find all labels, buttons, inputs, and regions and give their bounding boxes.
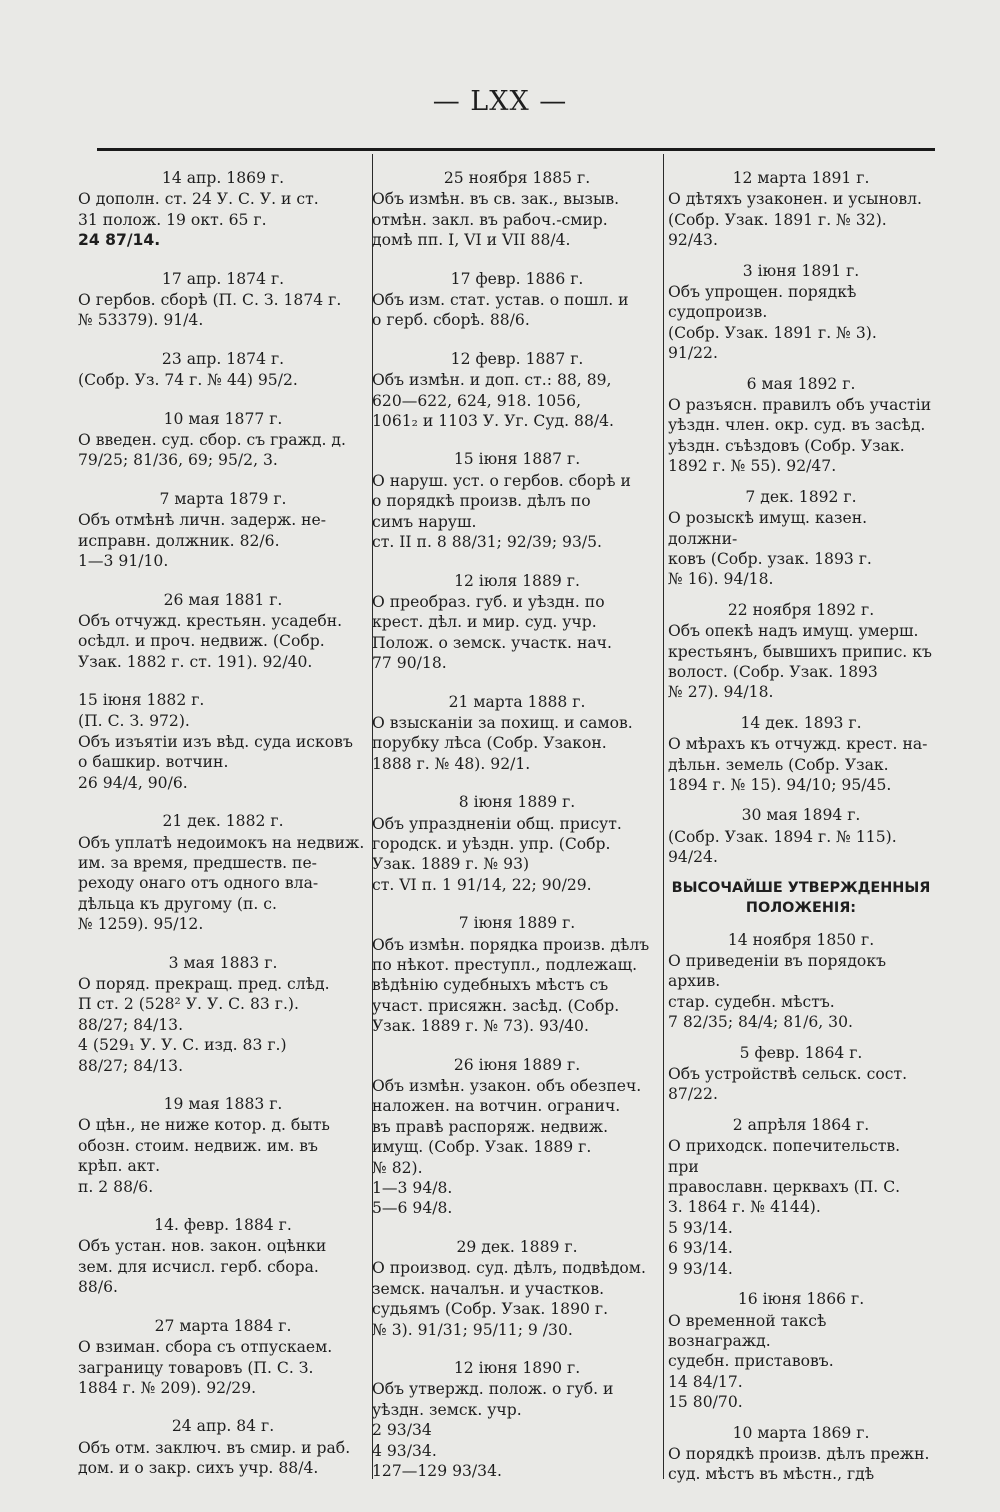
entry xyxy=(78,690,368,793)
header-rule xyxy=(97,148,935,151)
entry xyxy=(372,1358,662,1481)
entry-date: 29 дек. 1889 г. xyxy=(456,1237,578,1256)
entry-text: О дополн. ст. 24 У. С. У. и ст. 31 полож. 19 окт. 65 г. xyxy=(78,190,319,229)
entry-date: 15 іюня 1882 г. (П. С. З. 972). xyxy=(78,691,205,730)
entry-date: 10 мая 1877 г. xyxy=(163,409,283,428)
entry-date: 8 іюня 1889 г. xyxy=(458,793,576,812)
entry-text: Объ измѣн. порядка произв. дѣлъ по нѣкот. преступл., подлежащ. вѣдѣнію судебныхъ мѣстъ съ участ. присяжн. засѣд. (Собр. Узак. 1889 г. № 73). 93/40. xyxy=(372,935,650,1036)
entry-text: О поряд. прекращ. пред. слѣд. П ст. 2 (528² У. У. С. 83 г.). 88/27; 84/13. xyxy=(78,975,330,1034)
entry-text: О разъясн. правилъ объ участіи уѣздн. член. окр. суд. въ засѣд. уѣздн. съѣздовъ (Собр. Узак. 1892 г. № 55). 92/47. xyxy=(668,396,932,476)
entry-text: О дѣтяхъ узаконен. и усыновл. (Собр. Узак. 1891 г. № 32). 92/43. xyxy=(668,190,923,250)
entry-date: 7 марта 1879 г. xyxy=(159,489,287,508)
entry-text: О введен. суд. сбор. съ гражд. д. 79/25; 81/36, 69; 95/2, 3. xyxy=(78,431,346,470)
entry-refs: 7 82/35; 84/4; 81/6, 30. xyxy=(668,1013,853,1032)
entry xyxy=(668,713,934,796)
entry-date: 25 ноября 1885 г. xyxy=(443,169,591,187)
entry-date: 12 марта 1891 г. xyxy=(732,169,870,187)
entry-text: Объ измѣн. въ св. зак., вызыв. отмѣн. закл. въ рабоч.-смир. домѣ пп. I, VI и VII 88/4. xyxy=(372,190,620,250)
entry xyxy=(372,1237,662,1340)
entry-text: О взиман. сбора съ отпускаем. заграницу товаровъ (П. С. З. 1884 г. № 209). 92/29. xyxy=(78,1338,333,1397)
entry-date: 14 ноября 1850 г. xyxy=(727,930,875,949)
entry-date: 7 дек. 1892 г. xyxy=(745,487,857,506)
column-divider xyxy=(663,154,664,1479)
entry xyxy=(78,489,368,572)
entry xyxy=(372,792,662,895)
entry xyxy=(372,449,662,552)
entry-text: (Собр. Узак. 1894 г. № 115). 94/24. xyxy=(668,827,897,867)
entry-text: О розыскѣ имущ. казен. должни- ковъ (Собр. узак. 1893 г. № 16). 94/18. xyxy=(668,509,872,589)
entry-text: Объ утвержд. полож. о губ. и уѣздн. земск. учр. xyxy=(372,1380,614,1419)
entry xyxy=(668,374,934,477)
entry xyxy=(372,349,662,432)
page-number: — LXX — xyxy=(432,86,568,117)
entry xyxy=(668,930,934,1033)
entry-text: Объ измѣн. и доп. ст.: 88, 89, 620—622, 624, 918. 1056, 1061₂ и 1103 У. Уг. Суд. 88/4. xyxy=(372,371,615,431)
entry-text: Объ устройствѣ сельск. сост. 87/22. xyxy=(668,1065,908,1104)
entry-date: 14 дек. 1893 г. xyxy=(740,713,862,732)
entry-text: О порядкѣ произв. дѣлъ прежн. суд. мѣстъ въ мѣстн., гдѣ xyxy=(668,1444,930,1484)
entry-refs: 26 94/4, 90/6. xyxy=(78,773,188,792)
entry-text: Объ отчужд. крестьян. усадебн. осѣдл. и проч. недвиж. (Собр. Узак. 1882 г. ст. 191). 92/40. xyxy=(78,611,343,671)
entry-text: Объ опекѣ надъ имущ. умерш. крестьянъ, бывшихъ припис. къ волост. (Собр. Узак. 1893 № 27). 94/18. xyxy=(668,622,932,702)
entry-text: О цѣн., не ниже котор. д. быть обозн. стоим. недвиж. им. въ крѣп. акт. п. 2 88/6. xyxy=(78,1116,330,1196)
entry-text: Объ упраздненіи общ. присут. городск. и уѣздн. упр. (Собр. Узак. 1889 г. № 93) ст. VI п. 1 91/14, 22; 90/29. xyxy=(372,814,622,894)
entry xyxy=(78,168,368,251)
entry xyxy=(668,805,934,867)
entry xyxy=(372,269,662,331)
entry xyxy=(668,600,934,703)
entry-date: 12 февр. 1887 г. xyxy=(450,349,584,368)
entry-date: 26 мая 1881 г. xyxy=(163,590,283,609)
entry-date: 16 іюня 1866 г. xyxy=(737,1290,865,1309)
entry-date: 17 февр. 1886 г. xyxy=(450,269,584,288)
entry-text: Объ упрощен. порядкѣ судопроизв. (Собр. Узак. 1891 г. № 3). 91/22. xyxy=(668,283,877,363)
entry-date: 12 іюня 1890 г. xyxy=(453,1358,581,1377)
entry xyxy=(668,1423,934,1485)
column-middle xyxy=(372,168,662,1499)
entry-text: О приведеніи въ порядокъ архив. стар. судебн. мѣстъ. xyxy=(668,952,886,1011)
entry-refs: 24 87/14. xyxy=(78,231,161,250)
entry-date: 14 апр. 1869 г. xyxy=(161,169,285,187)
section-heading: ВЫСОЧАЙШЕ УТВЕРЖДЕННЫЯ ПОЛОЖЕНІЯ: xyxy=(671,879,931,916)
entry xyxy=(78,1094,368,1197)
entry xyxy=(78,349,368,391)
entry-text: О временной таксѣ вознагражд. судебн. приставовъ. xyxy=(668,1311,834,1371)
entry-text: О мѣрахъ къ отчужд. крест. на- дѣльн. земель (Собр. Узак. 1894 г. № 15). 94/10; 95/45. xyxy=(668,735,928,794)
entry xyxy=(372,571,662,674)
entry xyxy=(668,487,934,590)
entry-date: 24 апр. 84 г. xyxy=(171,1417,275,1436)
entry-date: 27 марта 1884 г. xyxy=(154,1316,292,1335)
entry xyxy=(668,168,934,251)
entry xyxy=(78,269,368,331)
entry xyxy=(78,811,368,934)
entry-refs: 2 93/34 4 93/34. 127—129 93/34. xyxy=(372,1421,502,1480)
entry xyxy=(78,953,368,1076)
entry-refs: 1—3 94/8. 5—6 94/8. xyxy=(372,1179,453,1218)
entry-text: Объ изм. стат. устав. о пошл. и о герб. сборѣ. 88/6. xyxy=(372,291,629,330)
entry-refs: 14 84/17. 15 80/70. xyxy=(668,1372,743,1412)
entry xyxy=(372,1055,662,1219)
entry-text: О гербов. сборѣ (П. С. З. 1874 г. № 53379). 91/4. xyxy=(78,291,342,330)
entry-text: Объ изъятіи изъ вѣд. суда исковъ о башкир. вотчин. xyxy=(78,732,353,772)
entry xyxy=(668,1289,934,1412)
entry-date: 6 мая 1892 г. xyxy=(746,374,856,393)
entry-date: 21 марта 1888 г. xyxy=(448,692,586,711)
entry-text: О приходск. попечительств. при православн. церквахъ (П. С. З. 1864 г. № 4144). xyxy=(668,1137,901,1217)
entry-date: 19 мая 1883 г. xyxy=(163,1095,283,1114)
entry-date: 30 мая 1894 г. xyxy=(741,806,861,825)
entry-text: Объ отм. заключ. въ смир. и раб. дом. и о закр. сихъ учр. 88/4. xyxy=(78,1438,351,1478)
entry-date: 26 іюня 1889 г. xyxy=(453,1055,581,1074)
entry-refs: 5 93/14. 6 93/14. 9 93/14. xyxy=(668,1218,733,1278)
entry-date: 21 дек. 1882 г. xyxy=(162,812,284,831)
entry-date: 22 ноября 1892 г. xyxy=(727,600,875,619)
column-left xyxy=(78,168,368,1497)
entry-text: О преобраз. губ. и уѣздн. по крест. дѣл. и мир. суд. учр. Полож. о земск. участк. нач. xyxy=(372,592,612,652)
entry xyxy=(668,1115,934,1279)
entry-text: О наруш. уст. о гербов. сборѣ и о порядкѣ произв. дѣлъ по симъ наруш. ст. II п. 8 88/31; 92/39; 93/5. xyxy=(372,471,631,552)
entry-date: 7 іюня 1889 г. xyxy=(458,914,576,933)
entry xyxy=(372,692,662,775)
entry-refs: 1—3 91/10. xyxy=(78,552,169,571)
entry-date: 3 іюня 1891 г. xyxy=(742,261,860,280)
entry xyxy=(668,1043,934,1105)
entry-date: 5 февр. 1864 г. xyxy=(739,1043,863,1062)
entry xyxy=(78,1215,368,1298)
entry-refs: 4 (529₁ У. У. С. изд. 83 г.) 88/27; 84/13. xyxy=(78,1036,287,1075)
entry-date: 15 іюня 1887 г. xyxy=(453,450,581,469)
entry xyxy=(78,1316,368,1399)
entry-date: 14. февр. 1884 г. xyxy=(154,1216,292,1235)
entry xyxy=(372,168,662,251)
entry xyxy=(78,590,368,673)
entry-text: О взысканіи за похищ. и самов. порубку лѣса (Собр. Узакон. 1888 г. № 48). 92/1. xyxy=(372,713,633,773)
entry-date: 23 апр. 1874 г. xyxy=(161,349,285,368)
entry-text: Объ уплатѣ недоимокъ на недвиж. им. за время, предшеств. пе- реходу онаго отъ одного вла- дѣльца къ другому (п. с. № 1259). 95/12. xyxy=(78,833,365,934)
entry-text: Объ отмѣнѣ личн. задерж. не- исправн. должник. 82/6. xyxy=(78,511,327,550)
entry-date: 12 іюля 1889 г. xyxy=(454,571,580,590)
entry xyxy=(668,261,934,364)
entry xyxy=(78,409,368,471)
entry xyxy=(78,1416,368,1478)
entry-date: 3 мая 1883 г. xyxy=(168,953,278,972)
entry-date: 2 апрѣля 1864 г. xyxy=(732,1115,870,1134)
entry-refs: 77 90/18. xyxy=(372,654,447,673)
entry-text: Объ устан. нов. закон. оцѣнки зем. для исчисл. герб. сбора. 88/6. xyxy=(78,1237,327,1297)
entry-text: (Собр. Уз. 74 г. № 44) 95/2. xyxy=(78,371,298,390)
entry-date: 10 марта 1869 г. xyxy=(732,1423,870,1442)
entry-text: О производ. суд. дѣлъ, подвѣдом. земск. началън. и участков. судьямъ (Собр. Узак. 1890 г. № 3). 91/31; 95/11; 9 /30. xyxy=(372,1259,646,1339)
entry-text: Объ измѣн. узакон. объ обезпеч. наложен. на вотчин. огранич. въ правѣ распоряж. недвиж. имущ. (Собр. Узак. 1889 г. № 82). xyxy=(372,1077,642,1177)
entry-date: 17 апр. 1874 г. xyxy=(161,269,285,288)
entry xyxy=(372,913,662,1036)
column-right xyxy=(668,168,934,1495)
